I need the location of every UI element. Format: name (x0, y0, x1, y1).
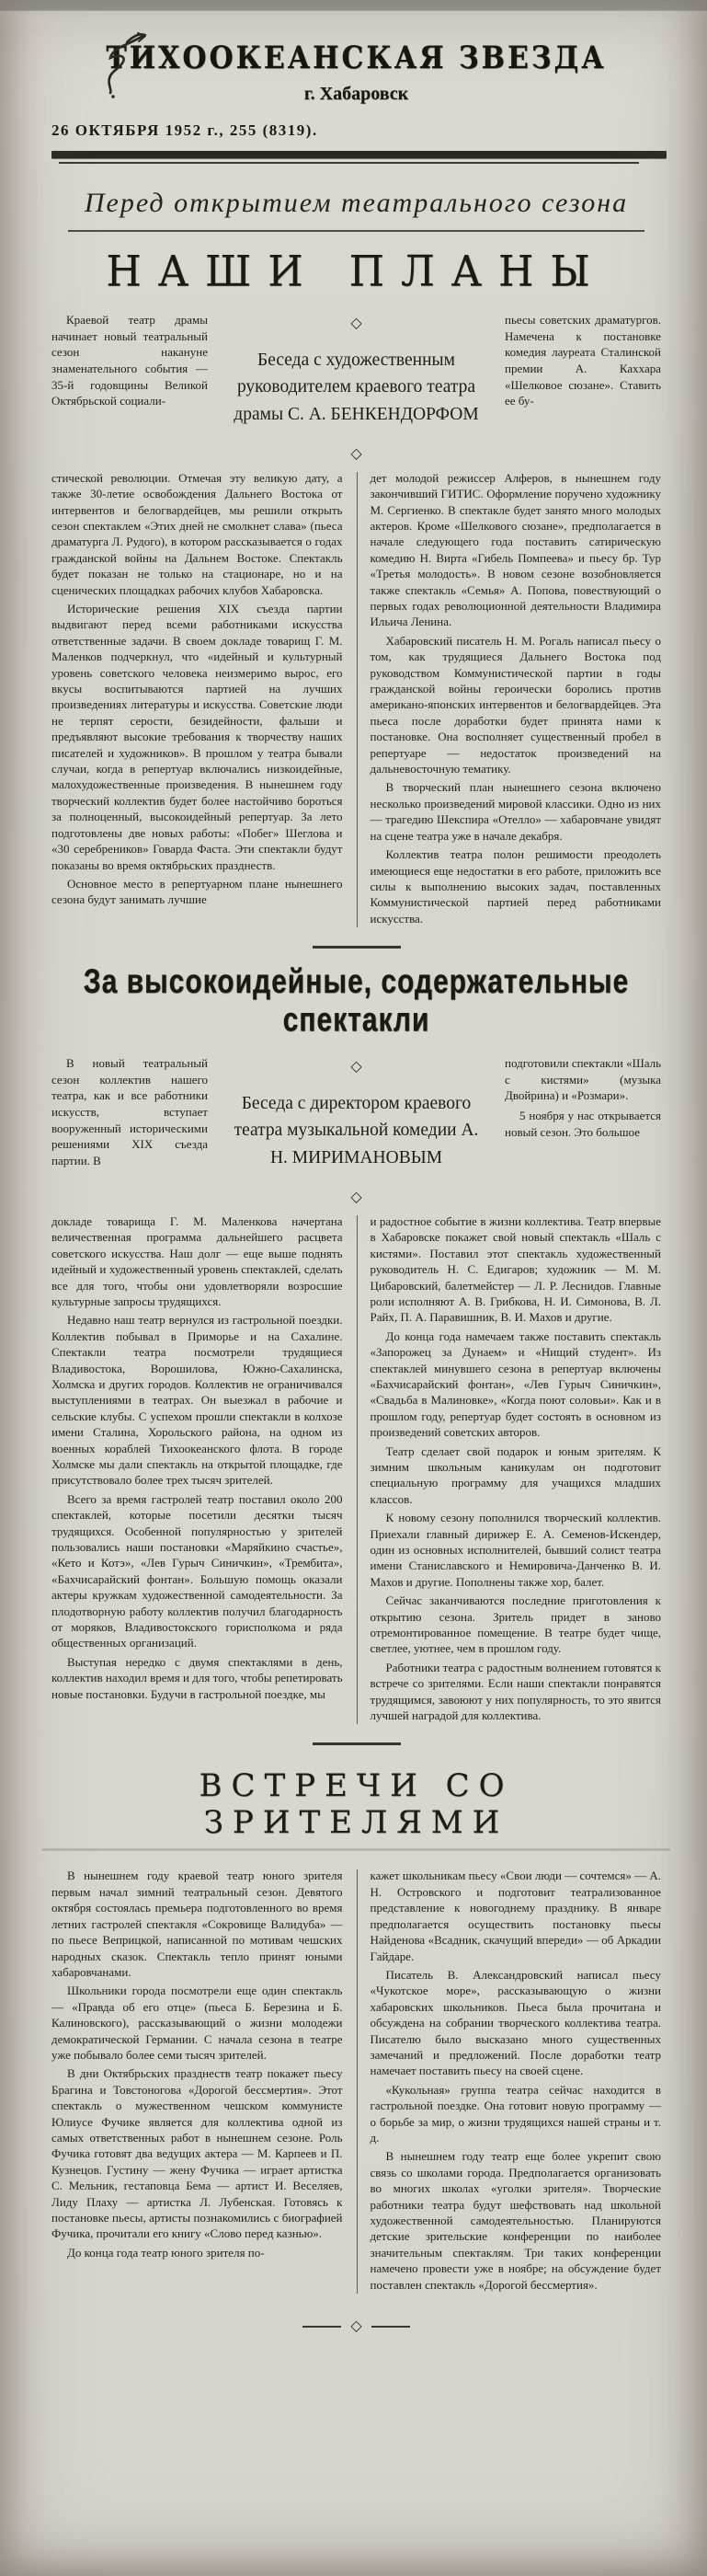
section-banner-text: Перед открытием театрального сезона (68, 188, 644, 232)
paragraph: Сейчас заканчиваются последние приготовления к открытию сезона. Зритель придет в заново отремонтированное помещение. В театре будет чище, светлее, уютнее, чем в прошлом году. (370, 1593, 661, 1656)
paragraph: До конца года театр юного зрителя по- (67, 2245, 265, 2260)
diamond-separator-icon: ◇ (350, 2318, 362, 2335)
paragraph: Театр сделает свой подарок и юным зрителям. К зимним школьным каникулам он подготовит специальную программу для учащихся младших классов. (370, 1443, 661, 1506)
paragraph: «Кукольная» группа театра сейчас находится в гастрольной поездке. Она готовит новую программу — о борьбе за мир, о жизни трудящихся нашей страны и т. д. (370, 2082, 661, 2145)
article-2-column-right (371, 1213, 662, 1727)
paragraph: К новому сезону пополнился творческий коллектив. Приехали главный дирижер Е. А. Семенов-Искендер, один из основных исполнителей, бывший солист театра имени Станиславского и Немировича-Данченко В. И. Махов и другие. Пополнены также хор, балет. (370, 1511, 661, 1589)
diamond-separator-icon: ◇ (350, 445, 362, 462)
divider-dash (371, 2326, 410, 2328)
article-end-rule (313, 946, 401, 949)
article-2-lead (51, 1055, 661, 1206)
paragraph: Писатель В. Александровский написал пьесу «Чукотское море», рассказывающую о жизни хабаровских школьников. Пьеса была прочитана и обсуждена на собрании творческого коллектива театра. Писателю было высказано много существенных замечаний и предложений. После доработки театр намечает поставить пьесу на своей сцене. (370, 1967, 661, 2078)
pen-mark (85, 29, 151, 101)
paragraph: пьесы советских драматургов. Намечена к постановке комедия лауреата Сталинской премии А. Каххара «Шелковое сюзане». Ставить ее бу- (505, 313, 661, 408)
scanner-glare (0, 11, 707, 31)
horizontal-rule-thin (59, 162, 639, 164)
paragraph: кажет школьникам пьесу «Свои люди — сочтемся» — А. Н. Островского и подготовит театрализованное представление к новогоднему празднику. В январе предполагается осуществить постановку пьесы Найденова «Всадник, скачущий впереди» — об Аркадии Гайдаре. (370, 1869, 661, 1963)
masthead-city: г. Хабаровск (303, 84, 409, 104)
paragraph: Коллектив театра полон решимости преодолеть имеющиеся еще недостатки в его работе, приложить все силы к выполнению высоких задач, поставленных Коммунистической партией перед работниками искусства. (370, 847, 661, 926)
horizontal-rule-thick (51, 151, 667, 158)
paragraph: В нынешнем году театр еще более укрепит свою связь со школами города. Предполагается организовать во многих школах «уголки зрителя». Творческие работники театра будут шефствовать над школьной художественной самодеятельностью. Планируются детские зрительские конференции по наиболее значительным спектаклям. Три таких конференции намечено провести уже в ноябре; на обсуждение будет поставлен спектакль «Дорогой бессмертия». (370, 2149, 661, 2292)
article-vstrechi-so-zritelyami (51, 1767, 661, 2295)
article-1-lead-left (51, 312, 208, 463)
paragraph: Хабаровский писатель Н. М. Рогаль написал пьесу о том, как трудящиеся Дальнего Востока под руководством Коммунистической партии в годы гражданской войны героически боролись против американо-японских интервентов и белогвардейцев. Эта пьеса после доработки будет принята нами к постановке. Она восполняет существенный пробел в репертуаре — недостаток произведений на дальневосточную тематику. (370, 633, 661, 776)
diamond-separator-icon: ◇ (350, 1059, 362, 1075)
paragraph: стической революции. Отмечая эту великую дату, а также 30-летие освобождения Дальнего Востока от интервентов и белогвардейцев, мы решили открыть сезон спектаклем «Этих дней не смолкнет слава» (пьеса драматурга Л. Рудого), в котором рассказывается о годах гражданской войны на Дальнем Востоке. Спектакль будет показан не только на стационаре, но и на сценических площадках рабочих клубов Хабаровска. (51, 470, 343, 597)
paragraph: 5 ноября у нас открывается новый сезон. Это большое (505, 1109, 661, 1139)
paragraph: Школьники города посмотрели еще один спектакль — «Правда об его отце» (пьеса Б. Березина и Б. Калиновского), рассказывающий о жизни молодежи демократической Германии. С начала сезона в театре уже побывало более семи тысяч зрителей. (51, 1984, 343, 2062)
paragraph: До конца года намечаем также поставить спектакль «Запорожец за Дунаем» и «Нищий студент». Из спектаклей минувшего сезона в репертуар включены «Бахчисарайский фонтан», «Лев Гурыч Синичкин», «Свадьба в Малиновке», «Когда поют соловьи». Как и в прошлом году, репертуар будет состоять в основном из произведений советских авторов. (370, 1328, 661, 1440)
article-1-column-left (51, 470, 343, 929)
dateline: 26 ОКТЯБРЯ 1952 г., 255 (8319). (51, 121, 318, 139)
paragraph: В творческий план нынешнего сезона включено несколько произведений мировой классики. Одно из них — трагедию Шекспира «Отелло» — хабаровчане увидят на сцене театра уже в начале декабря. (370, 780, 661, 843)
article-3-column-left (51, 1868, 343, 2295)
article-2-interview-note (226, 1055, 486, 1206)
paragraph: Работники театра с радостным волнением готовятся к встрече со зрителями. Если наши спектакли понравятся трудящимся, завоюют у них популярность, то это явится лучшей наградой для коллектива. (370, 1660, 661, 1723)
article-vysokoideynye-spektakli (51, 963, 662, 1745)
article-3-column-right (371, 1868, 662, 2295)
masthead-title: ТИХООКЕАНСКАЯ ЗВЕЗДА (106, 40, 607, 77)
paragraph: В новый театральный сезон коллектив нашего театра, как и все работники искусств, вступает вооруженный историческими решениями XIX съезда партии. В (51, 1056, 208, 1168)
article-2-lead-right (505, 1055, 661, 1206)
interview-note-text: Беседа с директором краевого театра музыкальной комедии А. Н. МИРИМАНОВЫМ (234, 1094, 479, 1167)
article-1-column-right (371, 470, 662, 929)
article-3-body (51, 1868, 661, 2295)
article-end-rule (313, 1742, 401, 1745)
footer-divider (51, 2319, 661, 2334)
paragraph: Краевой театр драмы начинает новый театральный сезон накануне знаменательного события — 35-й годовщины Великой Октябрьской социали- (51, 313, 208, 408)
paragraph: докладе товарища Г. М. Маленкова начертана величественная программа дальнейшего расцвета советского искусства. Наш долг — еще выше поднять идейный и художественный уровень спектаклей, сделать все для того, чтобы они удовлетворяли возросшие культурные запросы трудящихся. (51, 1213, 343, 1308)
diamond-separator-icon: ◇ (350, 316, 362, 331)
article-1-lead (51, 312, 661, 463)
article-1-lead-right (505, 312, 661, 463)
article-2-body (51, 1213, 661, 1727)
paragraph: В нынешнем году краевой театр юного зрителя первым начал зимний театральный сезон. Девятого октября состоялась премьера подготовленного во время летних гастролей спектакля «Сокровище Валидуба» — по пьесе Веприцкой, написанной по мотивам чешских народных сказок. Спектакль тепло принят юными хабаровчанами. (51, 1869, 343, 1979)
article-2-column-left (51, 1213, 343, 1727)
article-1-body (51, 470, 661, 929)
paragraph: Недавно наш театр вернулся из гастрольной поездки. Коллектив побывал в Приморье и на Сахалине. Спектакли театра посмотрели трудящиеся Владивостока, Ворошилова, Южно-Сахалинска, Холмска и других городов. Коллектив не ограничивался выступлениями в театрах. Он выезжал в рабочие и сельские клубы. С успехом прошли спектакли в колхозе имени Сталина, Хорольского района, на одном из военных кораблей Тихоокеанского флота. В городе Холмске мы дали спектакль на открытой площадке, где присутствовало более трех тысяч зрителей. (51, 1313, 343, 1488)
article-2-headline: За высокоидейные, содержательные спектакли (83, 963, 630, 1040)
paragraph: Всего за время гастролей театр поставил около 200 спектаклей, которые посетили десятки тысяч трудящихся. Особенной популярностью у зрителей пользовались наши постановки «Маряйкино счастье», «Кето и Котэ», «Лев Гурыч Синичкин», «Трембита», «Бахчисарайский фонтан». Большую помощь оказали актеры кружкам художественной самодеятельности. За плодотворную работу коллектив получил благодарность от моряков, Владивостокского горисполкома и ряда общественных организаций. (51, 1491, 343, 1650)
scanner-edge-band (0, 0, 707, 11)
diamond-separator-icon: ◇ (350, 1189, 362, 1205)
section-banner (51, 188, 661, 232)
interview-note-text: Беседа с художественным руководителем краевого театра драмы С. А. БЕНКЕНДОРФОМ (234, 351, 479, 424)
paragraph: Исторические решения XIX съезда партии выдвигают перед всеми работниками искусства ответственные задачи. В своем докладе товарищ Г. М. Маленков подчеркнул, что «идейный и культурный уровень советского человека неизмеримо вырос, его вкусы воспитываются партией на лучших произведениях литературы и искусства. Советские люди не терпят серости, безидейности, фальши и предъявляют высокие требования к творчеству наших писателей и художников». В прошлом у театра бывали случаи, когда в репертуар включались низкоидейные, малохудожественные произведения. В нынешнем году творческий коллектив будет более настойчиво бороться за полноценный, высокоидейный репертуар. За лето подготовлены две новых работы: «Побег» Шеглова и «30 серебреников» Говарда Фаста. Эти спектакли будут показаны во время октябрьских празднеств. (51, 602, 343, 872)
paragraph: и радостное событие в жизни коллектива. Театр впервые в Хабаровске покажет свой новый спектакль «Шаль с кистями». Поставил этот спектакль художественный руководитель Н. С. Едигаров; художник — М. М. Цибаровский, балетмейстер — Л. Р. Леснидов. Главные роли исполняют А. В. Грибкова, Н. И. Симонова, В. Л. Райх, П. А. Паравишник, В. И. Махов и другие. (370, 1213, 661, 1325)
paragraph: В дни Октябрьских празднеств театр покажет пьесу Брагина и Товстоногова «Дорогой бессмертия». Этот спектакль о мужественном чешском коммунисте Юлиусе Фучике является для коллектива одной из самых ответственных работ в нынешнем сезоне. Роль Фучика готовят два ведущих актера — М. Карпеев и П. Кузнецов. Густину — жену Фучика — играет артистка С. Мельник, гестаповца Бема — артист И. Веселяев, Лиду Плаху — артистка Л. Лубенская. Готовясь к постановке пьесы, артисты познакомились с биографией Фучика, прочитали его книгу «Слово перед казнью». (51, 2066, 343, 2241)
article-nashi-plany (51, 248, 661, 949)
paragraph: Основное место в репертуарном плане нынешнего сезона будут занимать лучшие (51, 876, 343, 907)
article-3-headline: ВСТРЕЧИ СО ЗРИТЕЛЯМИ (199, 1767, 514, 1842)
article-1-headline: НАШИ ПЛАНЫ (106, 247, 607, 297)
divider-dash (302, 2326, 341, 2328)
faint-horizontal-rule (42, 1848, 670, 1851)
paragraph: дет молодой режиссер Алферов, в нынешнем году закончивший ГИТИС. Оформление поручено художнику М. Сергиенко. В спектакле будет занято много молодых актеров. Кроме «Шелкового сюзане», предполагается в начале следующего года поставить сатирическую комедию Н. Вирта «Гибель Помпеева» и пьесу бр. Тур «Третья молодость». В новом сезоне возобновляется также спектакль «Семья» А. Попова, повествующий о первых годах революционной деятельности Владимира Ильича Ленина. (370, 470, 661, 629)
article-1-interview-note (226, 312, 486, 463)
paragraph: Выступая нередко с двумя спектаклями в день, коллектив находил время и для того, чтобы репетировать новые постановки. Будучи в гастрольной поездке, мы (51, 1654, 343, 1701)
article-2-lead-left (51, 1055, 208, 1206)
paragraph: подготовили спектакли «Шаль с кистями» (музыка Двойрина) и «Розмари». (505, 1056, 662, 1103)
